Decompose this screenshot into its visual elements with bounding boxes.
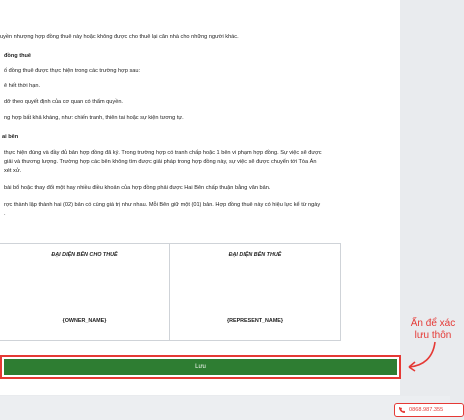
lessee-signature-title: ĐẠI DIỆN BÊN THUÊ (228, 252, 282, 258)
clause-line: thực hiện đúng và đầy đủ bản hợp đồng đã ký. Trong trường hợp có tranh chấp hoặc 1 bên vi phạm hợp đồng. Sự việc sẽ được (4, 150, 322, 156)
clause-line: dỡ theo quyết định của cơ quan có thẩm quyền. (4, 99, 123, 105)
annotation-line: lưu thôn (414, 330, 452, 341)
clause-line: uyền nhượng hợp đồng thuê này hoặc không được cho thuê lại căn nhà cho những người khác. (0, 34, 239, 40)
clause-line: xét xử. (4, 168, 22, 174)
annotation-arrow-icon (403, 340, 443, 372)
annotation-line: Ấn để xác (410, 318, 456, 329)
owner-name-placeholder: {OWNER_NAME} (62, 318, 107, 324)
clause-line: ê hết thời hạn. (4, 83, 41, 89)
clause-line: giải và thương lượng. Trường hợp các bên không tìm được giải pháp trong hợp đồng này, sự việc sẽ được chuyển tới Tòa Án (4, 159, 317, 165)
clause-line: ố đồng thuê được thực hiện trong các trường hợp sau: (4, 68, 141, 74)
save-button[interactable]: Lưu (4, 359, 397, 375)
represent-name-placeholder: {REPRESENT_NAME} (226, 318, 283, 324)
section-heading: đồng thuê (4, 53, 32, 59)
clause-line: rợc thành lập thành hai (02) bản có cùng giá trị như nhau. Mỗi Bên giữ một (01) bản. Hợp đồng thuê này có hiệu lực kể từ ngày (4, 202, 321, 208)
signature-divider (169, 244, 170, 340)
clause-line: bài bổ hoặc thay đổi một hay nhiều điều khoản của hợp đồng phải được Hai Bên chấp thuận bằng văn bản. (4, 185, 271, 191)
phone-icon (399, 407, 405, 413)
phone-contact-button[interactable] (394, 403, 464, 417)
clause-line: ng hợp bất khả kháng, như: chiến tranh, thiên tai hoặc sự kiện tương tự. (4, 115, 184, 121)
bottom-bar (0, 396, 450, 420)
save-button-highlight (0, 355, 401, 379)
lessor-signature-title: ĐẠI DIỆN BÊN CHO THUÊ (51, 252, 118, 258)
phone-number: 0868.987.355 (409, 407, 444, 413)
signature-table (0, 243, 341, 341)
save-annotation (403, 318, 463, 342)
clause-line: . (4, 211, 6, 217)
section-heading: ai bên (2, 134, 19, 140)
